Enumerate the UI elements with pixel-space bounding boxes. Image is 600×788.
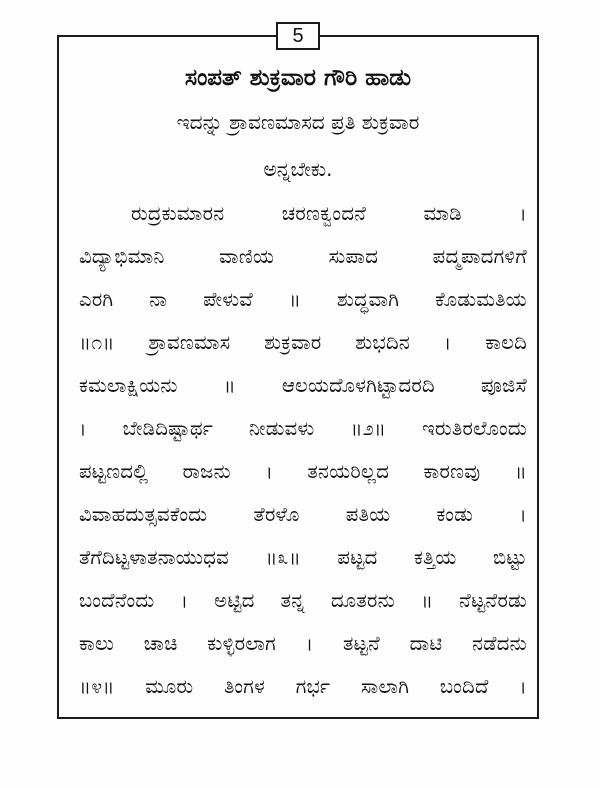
- verse-line: ವಿವಾಹದುತ್ಸವಕೆಂದು ತೆರಳೊ ಪತಿಯ ಕಂಡು ।: [79, 503, 527, 526]
- verse-line: । ಬೇಡಿದಿಷ್ಟಾರ್ಥ ನೀಡುವಳು ॥೨॥ ಇರುತಿರಲೊಂದು: [79, 417, 527, 440]
- verse-line: ಬಂದೆನೆಂದು । ಅಟ್ಟಿದ ತನ್ನ ದೂತರನು ॥ ನೆಟ್ಟನೆರಡು: [79, 589, 527, 612]
- verse-line: ತೆಗೆದಿಟ್ಟಳಾತನಾಯುಧವ ॥೩॥ ಪಟ್ಟದ ಕತ್ತಿಯ ಬಿಟ್ಟು: [79, 546, 527, 569]
- verse-line: ಪಟ್ಟಣದಲ್ಲಿ ರಾಜನು । ತನಯರಿಲ್ಲದ ಕಾರಣವು ॥: [79, 460, 527, 483]
- verse-line: ॥೪॥ ಮೂರು ತಿಂಗಳ ಗರ್ಭ ಸಾಲಾಗಿ ಬಂದಿದೆ ।: [79, 675, 527, 698]
- text-frame: [57, 35, 539, 719]
- song-title: ಸಂಪತ್ ಶುಕ್ರವಾರ ಗೌರಿ ಹಾಡು: [184, 65, 412, 91]
- subtitle-line-1: ಇದನ್ನು ಶ್ರಾವಣಮಾಸದ ಪ್ರತಿ ಶುಕ್ರವಾರ: [176, 110, 420, 134]
- verse-line: ಕಾಲು ಚಾಚಿ ಕುಳ್ಳಿರಲಾಗ । ತಟ್ಟನೆ ದಾಟಿ ನಡೆದನು: [79, 632, 527, 655]
- verse-line: ಎರಗಿ ನಾ ಪೇಳುವೆ ॥ ಶುದ್ಧವಾಗಿ ಕೊಡುಮತಿಯ: [79, 288, 527, 311]
- verse-line: ಕಮಲಾಕ್ಷಿಯನು ॥ ಆಲಯದೊಳಗಿಟ್ಟಾದರದಿ ಪೂಜಿಸೆ: [79, 374, 527, 397]
- verse-line: ರುದ್ರಕುಮಾರನ ಚರಣಕ್ವಂದನೆ ಮಾಡಿ ।: [131, 202, 527, 225]
- page-number: 5: [276, 22, 320, 50]
- verse-line: ವಿದ್ಯಾಭಿಮಾನಿ ವಾಣಿಯ ಸುಪಾದ ಪದ್ಮಪಾದಗಳಿಗೆ: [79, 245, 527, 268]
- subtitle-line-2: ಅನ್ನಬೇಕು.: [263, 157, 333, 181]
- verse-line: ॥೧॥ ಶ್ರಾವಣಮಾಸ ಶುಕ್ರವಾರ ಶುಭದಿನ । ಕಾಲದಿ: [79, 331, 527, 354]
